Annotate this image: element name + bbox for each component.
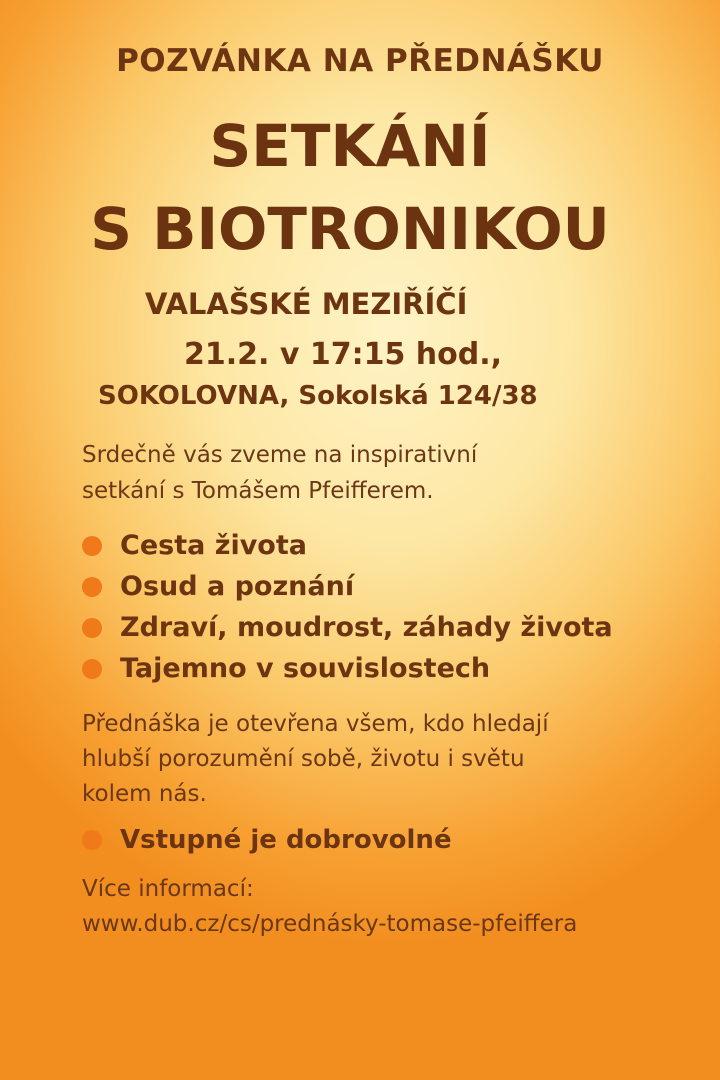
list-item — [82, 607, 613, 648]
lecture-description — [82, 707, 642, 812]
entry-fee-label: Vstupné je dobrovolné — [120, 825, 452, 855]
entry-fee-note — [82, 825, 452, 855]
topic-label: Cesta života — [120, 530, 307, 561]
event-datetime: 21.2. v 17:15 hod., — [184, 337, 503, 372]
description-line: Přednáška je otevřena všem, kdo hledají — [82, 711, 549, 737]
orange-bullet-icon — [82, 618, 102, 638]
orange-bullet-icon — [82, 830, 102, 850]
poster-kicker: POZVÁNKA NA PŘEDNÁŠKU — [116, 43, 604, 79]
intro-line: setkání s Tomášem Pfeifferem. — [82, 478, 434, 504]
intro-text — [82, 437, 642, 509]
topic-list — [82, 525, 613, 689]
more-info-link[interactable]: www.dub.cz/cs/prednásky-tomase-pfeiffera — [82, 911, 578, 937]
orange-bullet-icon — [82, 577, 102, 597]
orange-bullet-icon — [82, 659, 102, 679]
topic-label: Zdraví, moudrost, záhady života — [120, 612, 613, 643]
list-item — [82, 525, 613, 566]
list-item — [82, 648, 613, 689]
description-line: hlubší porozumění sobě, životu i světu — [82, 746, 525, 772]
topic-label: Tajemno v souvislostech — [120, 653, 491, 684]
description-line: kolem nás. — [82, 781, 207, 807]
intro-line: Srdečně vás zveme na inspirativní — [82, 442, 478, 468]
poster-title-line-2: S BIOTRONIKOU — [90, 195, 610, 263]
list-item — [82, 566, 613, 607]
event-venue: SOKOLOVNA, Sokolská 124/38 — [98, 381, 538, 411]
poster-title-line-1: SETKÁNÍ — [209, 112, 491, 180]
more-info-label: Více informací: — [82, 876, 254, 902]
topic-label: Osud a poznání — [120, 571, 355, 602]
orange-bullet-icon — [82, 536, 102, 556]
event-city: VALAŠSKÉ MEZIŘÍČÍ — [145, 287, 468, 321]
